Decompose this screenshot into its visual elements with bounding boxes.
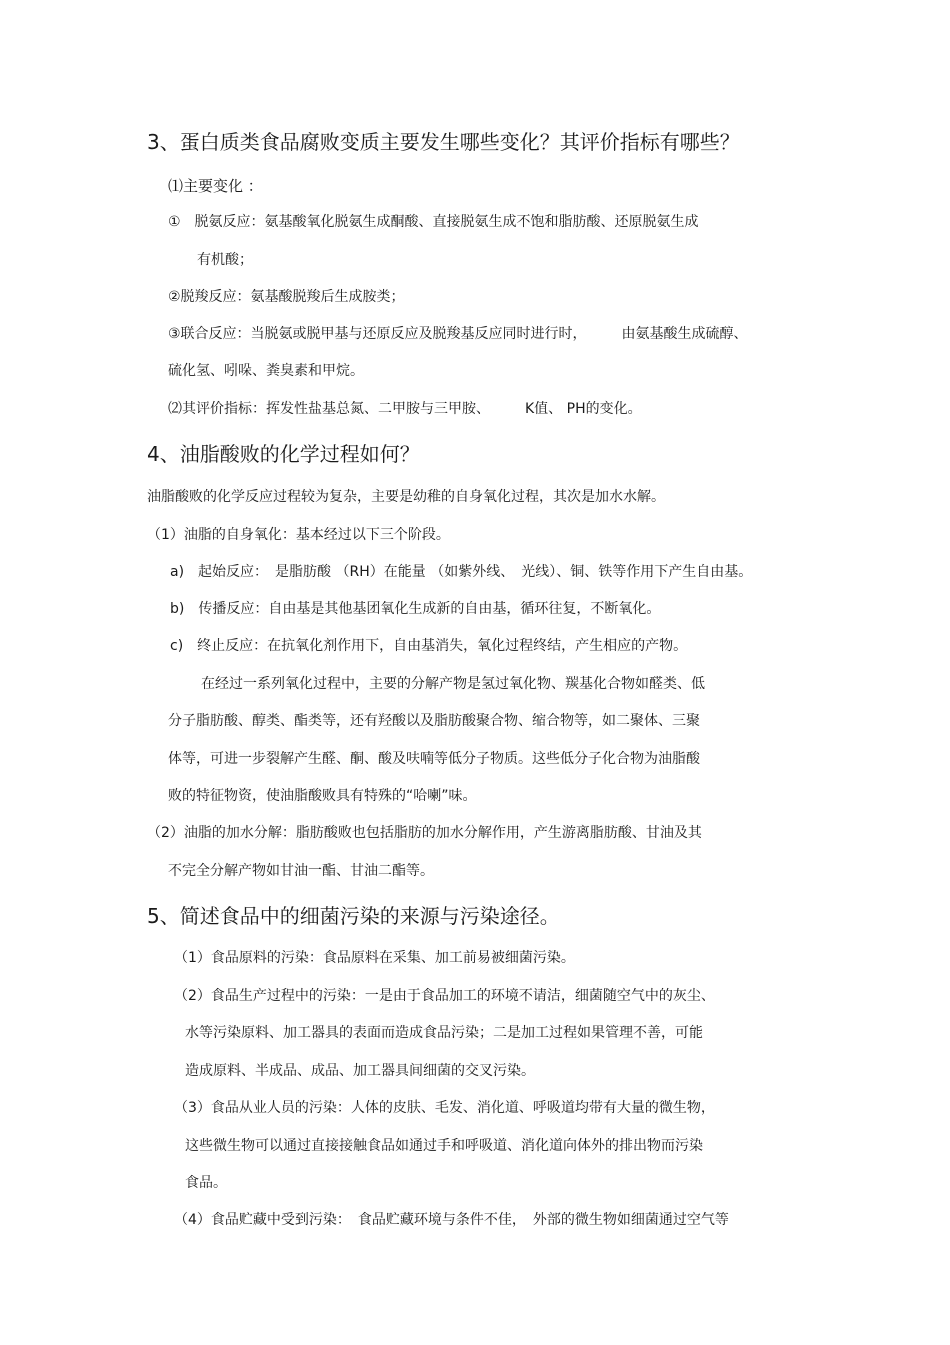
q4-title: 4、油脂酸败的化学过程如何？ — [147, 442, 420, 466]
q3-item3-line2: 硫化氢、吲哚、粪臭素和甲烷。 — [168, 363, 364, 379]
q4-para-line4: 败的特征物资，使油脂酸败具有特殊的“哈喇”味。 — [168, 788, 477, 804]
q4-item-a: a) 起始反应： 是脂肪酸 （RH）在能量 （如紫外线、 光线）、铜、铁等作用下产生自由基。 — [170, 564, 753, 580]
q5-p4: （4）食品贮藏中受到污染： 食品贮藏环境与条件不佳， 外部的微生物如细菌通过空气等 — [174, 1212, 729, 1228]
q4-item-b: b) 传播反应：自由基是其他基团氧化生成新的自由基，循环往复，不断氧化。 — [170, 601, 661, 617]
q3-item2: ②脱羧反应：氨基酸脱羧后生成胺类； — [168, 289, 405, 305]
q3-item1-line2: 有机酸； — [197, 252, 253, 268]
q4-para-line2: 分子脂肪酸、醇类、酯类等，还有羟酸以及脂肪酸聚合物、缩合物等，如二聚体、三聚 — [168, 713, 700, 729]
q3-item1-line1: ① 脱氨反应：氨基酸氧化脱氨生成酮酸、直接脱氨生成不饱和脂肪酸、还原脱氨生成 — [168, 214, 699, 230]
q5-p2-line2: 水等污染原料、加工器具的表面而造成食品污染；二是加工过程如果管理不善，可能 — [185, 1025, 703, 1041]
q4-item-c: c) 终止反应：在抗氧化剂作用下，自由基消失，氧化过程终结，产生相应的产物。 — [170, 638, 688, 654]
q4-para-line3: 体等，可进一步裂解产生醛、酮、酸及呋喃等低分子物质。这些低分子化合物为油脂酸 — [168, 751, 700, 767]
q5-p1: （1）食品原料的污染：食品原料在采集、加工前易被细菌污染。 — [174, 950, 575, 966]
q4-sub2-line2: 不完全分解产物如甘油一酯、甘油二酯等。 — [168, 863, 434, 879]
q3-item3-line1: ③联合反应：当脱氨或脱甲基与还原反应及脱羧基反应同时进行时， 由氨基酸生成硫醇、 — [168, 326, 748, 342]
q5-p2-line3: 造成原料、半成品、成品、加工器具间细菌的交叉污染。 — [185, 1063, 535, 1079]
q5-p3-line3: 食品。 — [185, 1175, 227, 1191]
q5-p2-line1: （2）食品生产过程中的污染：一是由于食品加工的环境不请洁，细菌随空气中的灰尘、 — [174, 988, 715, 1004]
q5-title: 5、简述食品中的细菌污染的来源与污染途径。 — [147, 904, 560, 928]
q3-title: 3、蛋白质类食品腐败变质主要发生哪些变化？其评价指标有哪些？ — [147, 130, 740, 154]
q5-p3-line2: 这些微生物可以通过直接接触食品如通过手和呼吸道、消化道向体外的排出物而污染 — [185, 1138, 703, 1154]
q3-indicators: ⑵其评价指标：挥发性盐基总氮、二甲胺与三甲胺、 K值、 PH的变化。 — [168, 401, 642, 417]
q4-para-line1: 在经过一系列氧化过程中，主要的分解产物是氢过氧化物、羰基化合物如醛类、低 — [201, 676, 705, 692]
q4-sub1: （1）油脂的自身氧化：基本经过以下三个阶段。 — [147, 527, 450, 543]
q5-p3-line1: （3）食品从业人员的污染：人体的皮肤、毛发、消化道、呼吸道均带有大量的微生物， — [174, 1100, 715, 1116]
q4-intro: 油脂酸败的化学反应过程较为复杂，主要是幼稚的自身氧化过程，其次是加水水解。 — [147, 489, 665, 505]
q4-sub2-line1: （2）油脂的加水分解：脂肪酸败也包括脂肪的加水分解作用，产生游离脂肪酸、甘油及其 — [147, 825, 702, 841]
q3-main-label: ⑴主要变化 ： — [168, 177, 263, 195]
